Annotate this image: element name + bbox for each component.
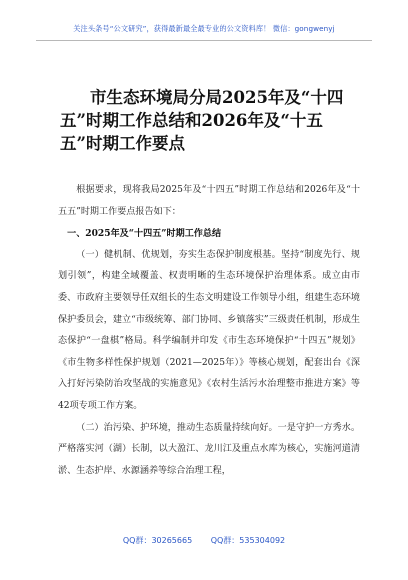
document-title — [60, 86, 356, 155]
header-divider — [36, 40, 372, 41]
footer-qq-group-2: QQ群：535304092 — [210, 536, 286, 545]
document-body — [58, 180, 360, 482]
footer-qq-group-1: QQ群：30265665 — [122, 536, 193, 545]
footer-note — [0, 535, 408, 546]
body-paragraph-2: （二）治污染、护环境，推动生态质量持续向好。一是守护一方秀水。严格落实河（湖）长制，以大盈江、龙川江及重点水库为核心，实施河道清淤、生态护岸、水源涵养等综合治理工程， — [58, 422, 360, 476]
title-line-3: 五”时期工作要点 — [60, 134, 185, 153]
body-paragraph-1: （一）健机制、优规划，夯实生态保护制度根基。坚持“制度先行、规划引领”，构建全域覆盖、权责明晰的生态环境保护治理体系。成立由市委、市政府主要领导任双组长的生态文明建设工作领导小组，组建生态环境保护委员会，建立“市级统筹、部门协同、乡镇落实”三级责任机制，形成生态保护“一盘棋”格局。科学编制并印发《市生态环境保护“十四五”规划》《市生物多样性保护规划（2021—2025年）》等核心规划，配套出台《深入打好污染防治攻坚战的实施意见》《农村生活污水治理整市推进方案》等42项专项工作方案。 — [58, 249, 360, 411]
section-heading: 一、2025年及“十四五”时期工作总结 — [67, 228, 222, 240]
header-note: 关注头条号“公文研究”，获得最新最全最专业的公文资料库！ 微信：gongwenyj — [73, 24, 335, 33]
intro-paragraph: 根据要求，现将我局2025年及“十四五”时期工作总结和2026年及“十五五”时期工作要点报告如下： — [58, 185, 360, 217]
title-line-2: 五”时期工作总结和2026年及“十五 — [60, 111, 323, 130]
title-line-1: 市生态环境局分局2025年及“十四 — [90, 88, 344, 107]
